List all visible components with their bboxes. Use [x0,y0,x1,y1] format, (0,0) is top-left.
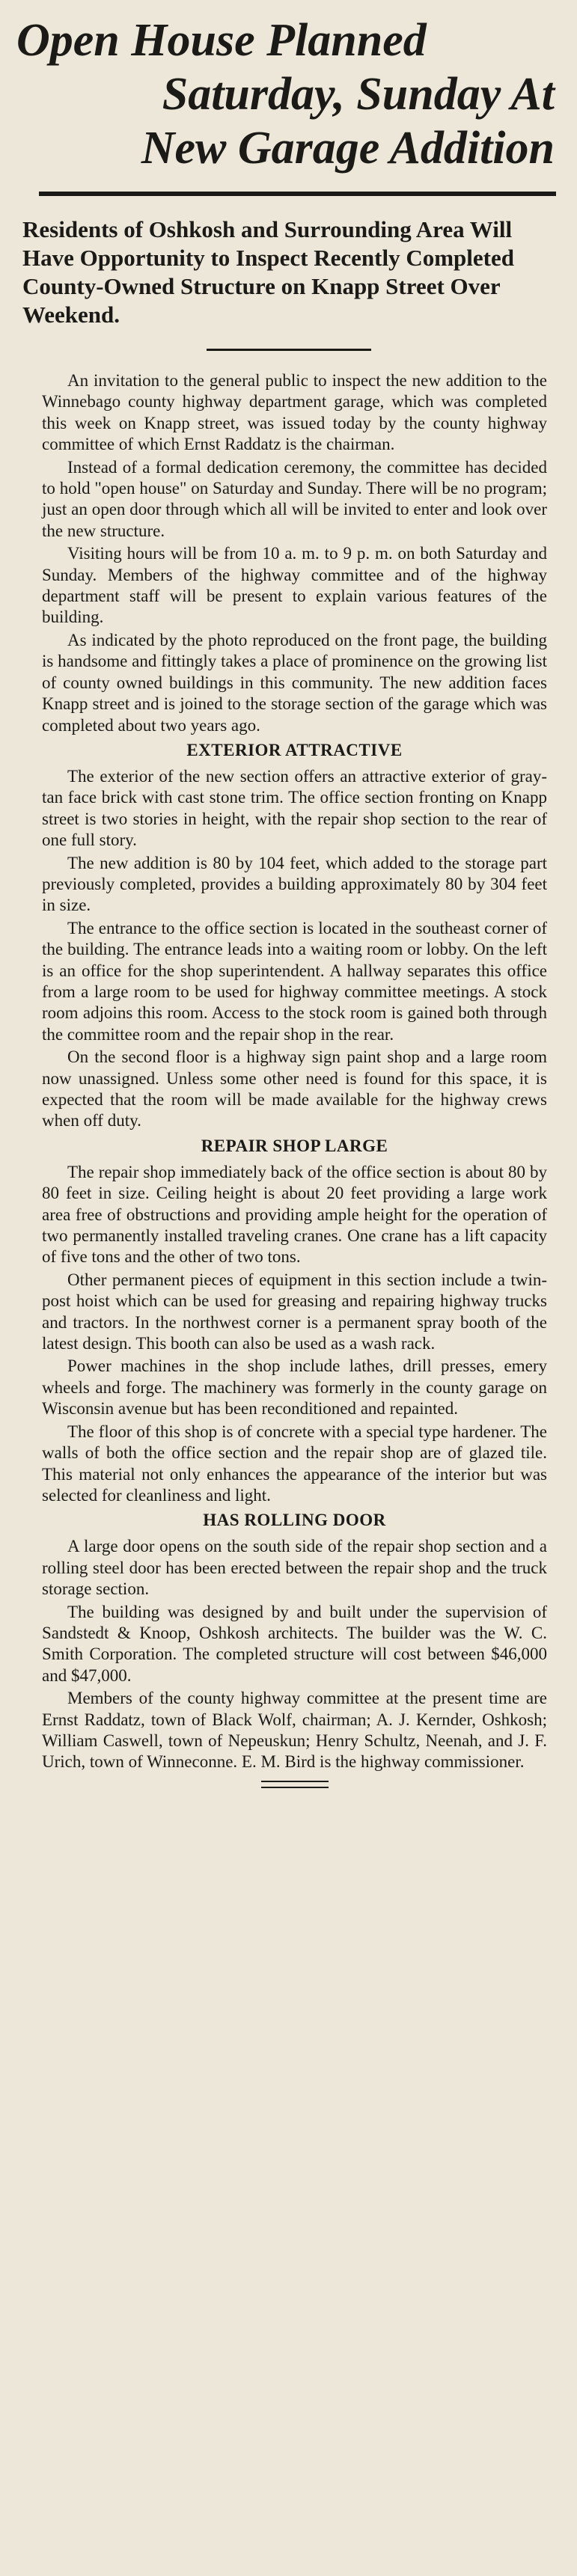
subheading: HAS ROLLING DOOR [203,1511,386,1530]
paragraph: The new addition is 80 by 104 feet, which added to the storage part previously completed, provides a building approximately 80 by 304 feet in size. [42,853,547,915]
paragraph: The entrance to the office section is located in the southeast corner of the building. The entrance leads into a waiting room or lobby. On the left is an office for the shop superintendent. A hallway separates this office from a large room to be used for highway committee meetings. A stock room adjoins this room. Access to the stock room is gained both through the committee room and the repair shop in the rear. [42,918,547,1044]
subheading: REPAIR SHOP LARGE [201,1136,388,1155]
paragraph: Power machines in the shop include lathes, drill presses, emery wheels and forge. The machinery was formerly in the county garage on Wisconsin avenue but has been reconditioned and repainted. [42,1356,547,1419]
paragraph: Other permanent pieces of equipment in this section include a twin-post hoist which can be used for greasing and repairing highway trucks and tractors. In the northwest corner is a permanent spray booth of the latest design. This booth can also be used as a wash rack. [42,1270,547,1353]
paragraph: Visiting hours will be from 10 a. m. to 9 p. m. on both Saturday and Sunday. Members of the highway committee and of the highway department staff will be present to explain various features of the building. [42,544,547,627]
paragraph: Members of the county highway committee at the present time are Ernst Raddatz, town of Black Wolf, chairman; A. J. Kernder, Oshkosh; William Caswell, town of Nepeuskun; Henry Schultz, Neenah, and J. F. Urich, town of Winneconne. E. M. Bird is the highway commissioner. [42,1689,547,1772]
headline-line-1: Open House Planned [16,15,427,66]
paragraph: An invitation to the general public to inspect the new addition to the Winnebago county highway department garage, which was completed this week on Knapp street, was issued today by the county highway committee of which Ernst Raddatz is the chairman. [42,371,547,454]
paragraph: On the second floor is a highway sign paint shop and a large room now unassigned. Unless some other need is found for this space, it is expected that the room will be made available for the highway crews when off duty. [42,1047,547,1131]
end-mark [261,1781,329,1788]
paragraph: A large door opens on the south side of the repair shop section and a rolling steel door has been erected between the repair shop and the truck storage section. [42,1537,547,1599]
deck: Residents of Oshkosh and Surrounding Area Will Have Opportunity to Inspect Recently Completed County-Owned Structure on Knapp Street Over Weekend. [22,216,514,328]
headline-line-3: New Garage Addition [141,123,555,174]
headline-line-2: Saturday, Sunday At [162,69,555,120]
headline [16,13,561,175]
paragraph: The repair shop immediately back of the office section is about 80 by 80 feet in size. Ceiling height is about 20 feet providing a large work area free of obstructions and providing ample height for the operation of two permanently installed traveling cranes. One crane has a lift capacity of five tons and the other of two tons. [42,1162,547,1267]
paragraph: The floor of this shop is of concrete with a special type hardener. The walls of both the office section and the repair shop are of glazed tile. This material not only enhances the appearance of the interior but was selected for cleanliness and light. [42,1422,547,1505]
paragraph: The exterior of the new section offers an attractive exterior of gray-tan face brick with cast stone trim. The office section fronting on Knapp street is two stories in height, with the repair shop section to the rear of one full story. [42,766,547,850]
deck-divider [207,349,371,351]
paragraph: Instead of a formal dedication ceremony, the committee has decided to hold "open house" on Saturday and Sunday. There will be no program; just an open door through which all will be invited to enter and look over the new structure. [42,457,547,540]
subheading: EXTERIOR ATTRACTIVE [186,740,403,759]
headline-rule [39,192,556,196]
paragraph: The building was designed by and built under the supervision of Sandstedt & Knoop, Oshkosh architects. The builder was the W. C. Smith Corporation. The completed structure will cost between $46,000 and $47,000. [42,1602,547,1685]
paragraph: As indicated by the photo reproduced on the front page, the building is handsome and fittingly takes a place of prominence on the growing list of county owned buildings in this community. The new addition faces Knapp street and is joined to the storage section of the garage which was completed about two years ago. [42,630,547,735]
article-body [16,370,561,1788]
